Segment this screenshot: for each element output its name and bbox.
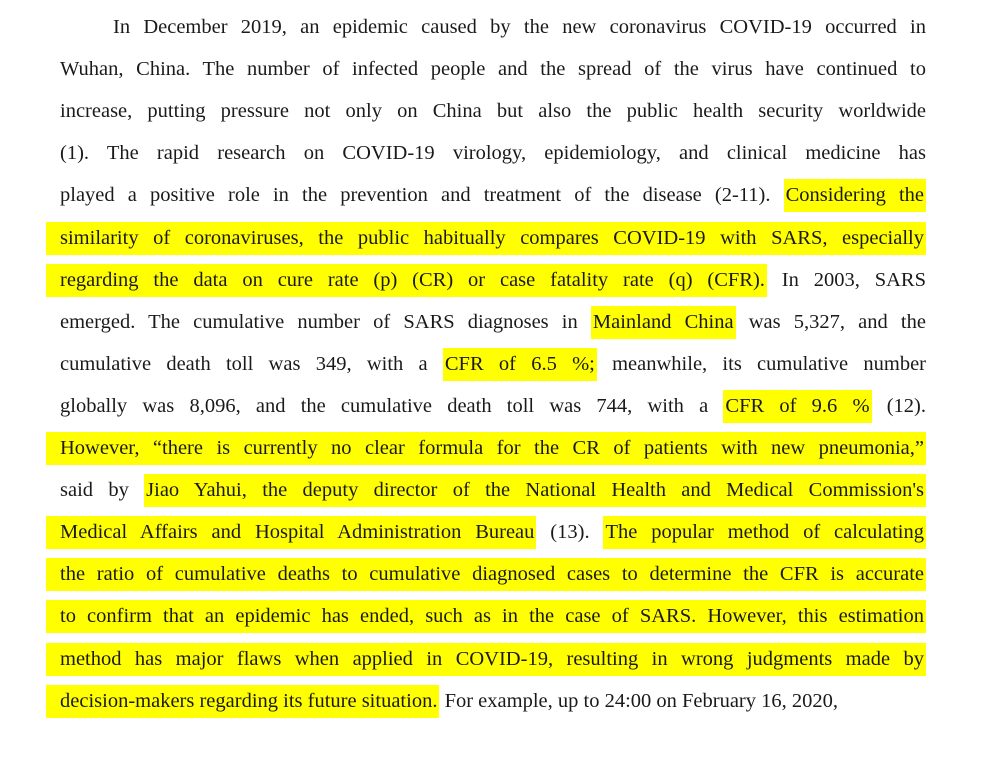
body-text: meanwhile, its cumulative number (596, 352, 926, 375)
body-text: globally was 8,096, and the cumulative death toll was 744, with a (60, 394, 724, 417)
paragraph-line (60, 595, 926, 637)
paragraph-line (60, 427, 926, 469)
paragraph-line (60, 301, 926, 343)
body-text: (12). (871, 394, 926, 417)
paragraph-line (60, 259, 926, 301)
highlighted-text: similarity of coronaviruses, the public habitually compares COVID-19 with SARS, especially (46, 222, 926, 255)
paragraph-line (60, 174, 926, 216)
highlighted-text: decision-makers regarding its future situation. (46, 685, 439, 718)
paragraph-line (60, 511, 926, 553)
highlighted-text: However, “there is currently no clear formula for the CR of patients with new pneumonia,” (46, 432, 926, 465)
body-text: In December 2019, an epidemic caused by the new coronavirus COVID-19 occurred in (113, 16, 926, 38)
paragraph-line (60, 343, 926, 385)
highlighted-text: to confirm that an epidemic has ended, such as in the case of SARS. However, this estimation (46, 600, 926, 633)
body-text: (1). The rapid research on COVID-19 virology, epidemiology, and clinical medicine has (60, 142, 926, 165)
body-text: played a positive role in the prevention and treatment of the disease (2-11). (60, 184, 784, 207)
highlighted-text: method has major flaws when applied in COVID-19, resulting in wrong judgments made by (46, 643, 926, 676)
highlighted-text: the ratio of cumulative deaths to cumulative diagnosed cases to determine the CFR is accurate (46, 558, 926, 591)
highlighted-text: CFR of 6.5 %; (443, 348, 597, 381)
highlighted-text: The popular method of calculating (603, 516, 926, 549)
paragraph-line (60, 385, 926, 427)
paragraph-line (60, 217, 926, 259)
paragraph-line (60, 638, 926, 680)
body-text: Wuhan, China. The number of infected people and the spread of the virus have continued to (60, 58, 926, 81)
body-text: For example, up to 24:00 on February 16, 2020, (439, 689, 839, 712)
highlighted-text: Considering the (784, 179, 926, 212)
body-text: was 5,327, and the (735, 310, 926, 333)
paragraph-line (60, 680, 926, 722)
paragraph-line (60, 132, 926, 174)
paragraph-line (60, 553, 926, 595)
highlighted-text: Mainland China (591, 306, 736, 339)
body-text: emerged. The cumulative number of SARS diagnoses in (60, 310, 591, 333)
body-text: (13). (536, 521, 604, 544)
body-text: said by (60, 479, 145, 502)
highlighted-text: Jiao Yahui, the deputy director of the National Health and Medical Commission's (144, 474, 926, 507)
paragraph-line (113, 6, 926, 48)
highlighted-text: regarding the data on cure rate (p) (CR) or case fatality rate (q) (CFR). (46, 264, 767, 297)
body-text: cumulative death toll was 349, with a (60, 352, 443, 375)
paragraph-line (60, 48, 926, 90)
highlighted-text: CFR of 9.6 % (723, 390, 871, 423)
body-text: increase, putting pressure not only on China but also the public health security worldwide (60, 100, 926, 123)
body-text: In 2003, SARS (766, 268, 926, 291)
paragraph-line (60, 90, 926, 132)
paragraph-line (60, 469, 926, 511)
highlighted-text: Medical Affairs and Hospital Administration Bureau (46, 516, 536, 549)
